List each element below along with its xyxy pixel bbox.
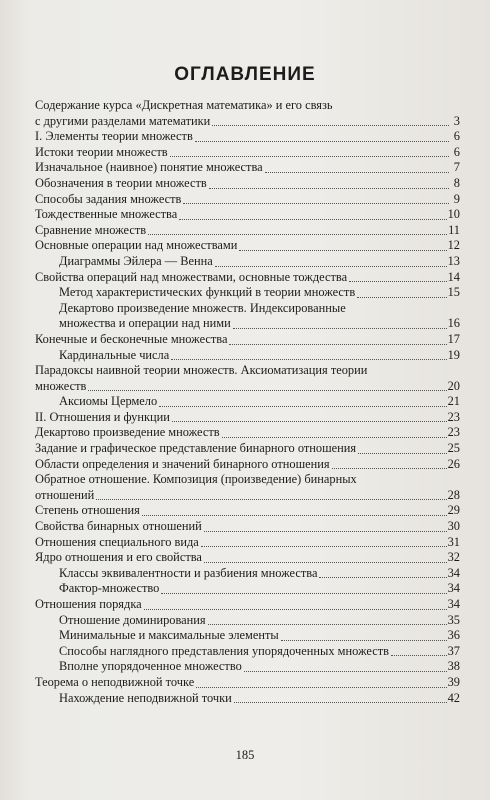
dot-leader xyxy=(201,536,447,547)
toc-entry xyxy=(35,223,460,239)
toc-entry-title: Обозначения в теории множеств xyxy=(35,175,207,190)
toc-entry-row xyxy=(35,613,460,629)
toc-entry-title: Степень отношения xyxy=(35,503,140,518)
toc-entry-row xyxy=(35,348,460,364)
toc-entry-title: Способы наглядного представления упорядоченных множеств xyxy=(59,643,389,658)
toc-entry-title: Вполне упорядоченное множество xyxy=(59,659,242,674)
toc-entry-row xyxy=(35,114,460,130)
toc-entry xyxy=(35,238,460,254)
toc-entry-row xyxy=(35,581,460,597)
toc-entry-title: Задание и графическое представление бинарного отношения xyxy=(35,441,357,456)
toc-entry-title: Аксиомы Цермело xyxy=(59,394,158,409)
toc-entry xyxy=(35,301,460,332)
dot-leader xyxy=(358,443,447,454)
toc-entry-row xyxy=(35,550,460,566)
dot-leader xyxy=(144,599,447,610)
toc-entry-row xyxy=(35,160,460,176)
toc-entry-page: 26 xyxy=(447,456,460,471)
toc-entry-title: множества и операции над ними xyxy=(59,316,231,331)
toc-entry-title: Диаграммы Эйлера — Венна xyxy=(59,253,213,268)
toc-entry-row xyxy=(35,675,460,691)
toc-entry-page: 8 xyxy=(453,175,460,190)
toc-entry-row xyxy=(35,285,460,301)
toc-entry-title: Сравнение множеств xyxy=(35,222,147,237)
toc-entry-row xyxy=(35,628,460,644)
toc-entry-row xyxy=(35,270,460,286)
toc-entry-lead: Декартово произведение множеств. Индексированные xyxy=(59,300,346,315)
toc-entry-page: 9 xyxy=(453,191,460,206)
dot-leader xyxy=(161,583,446,594)
table-of-contents xyxy=(35,98,460,706)
toc-entry-page: 11 xyxy=(448,222,460,237)
toc-entry-title: Свойства бинарных отношений xyxy=(35,519,202,534)
toc-entry xyxy=(35,550,460,566)
toc-entry-title: Изначальное (наивное) понятие множества xyxy=(35,160,263,175)
toc-entry-page: 13 xyxy=(447,253,460,268)
toc-entry-page: 34 xyxy=(447,565,460,580)
toc-entry-row xyxy=(35,441,460,457)
toc-entry-title: Конечные и бесконечные множества xyxy=(35,331,228,346)
toc-entry-page: 29 xyxy=(447,503,460,518)
toc-entry xyxy=(35,441,460,457)
toc-entry-title: Отношения порядка xyxy=(35,597,142,611)
toc-entry-title: Ядро отношения и его свойства xyxy=(35,550,202,565)
toc-entry xyxy=(35,348,460,364)
toc-entry-page: 42 xyxy=(447,690,460,705)
toc-entry-row xyxy=(35,535,460,551)
dot-leader xyxy=(183,193,449,204)
toc-entry-row xyxy=(35,192,460,208)
toc-entry-title: Основные операции над множествами xyxy=(35,238,238,253)
dot-leader xyxy=(204,552,447,563)
dot-leader xyxy=(196,677,446,688)
toc-entry-row xyxy=(35,566,460,582)
toc-entry-page: 10 xyxy=(447,207,460,222)
toc-entry xyxy=(35,332,460,348)
toc-entry-page: 34 xyxy=(447,597,460,611)
toc-entry-row xyxy=(35,394,460,410)
toc-entry-page: 14 xyxy=(447,269,460,284)
dot-leader xyxy=(233,318,447,329)
dot-leader xyxy=(319,567,446,578)
toc-entry-page: 39 xyxy=(447,674,460,689)
dot-leader xyxy=(244,661,447,672)
toc-entry-row xyxy=(35,425,460,441)
toc-entry xyxy=(35,425,460,441)
toc-entry xyxy=(35,519,460,535)
dot-leader xyxy=(171,349,446,360)
toc-entry xyxy=(35,535,460,551)
toc-entry-row xyxy=(35,503,460,519)
dot-leader xyxy=(170,146,449,157)
toc-entry-title: Декартово произведение множеств xyxy=(35,425,220,440)
dot-leader xyxy=(142,505,447,516)
toc-entry-title: Способы задания множеств xyxy=(35,191,182,206)
toc-entry-page: 31 xyxy=(447,534,460,549)
dot-leader xyxy=(208,614,447,625)
toc-entry-title: с другими разделами математики xyxy=(35,113,211,128)
toc-entry xyxy=(35,176,460,192)
dot-leader xyxy=(234,692,447,703)
toc-entry-row xyxy=(35,597,460,613)
dot-leader xyxy=(281,630,447,641)
toc-entry xyxy=(35,472,460,503)
dot-leader xyxy=(88,380,446,391)
dot-leader xyxy=(96,489,446,500)
toc-entry xyxy=(35,613,460,629)
toc-entry xyxy=(35,628,460,644)
toc-entry xyxy=(35,503,460,519)
toc-entry-row xyxy=(35,644,460,660)
toc-entry-row xyxy=(35,332,460,348)
toc-entry xyxy=(35,254,460,270)
toc-entry-page: 28 xyxy=(447,487,460,502)
toc-entry-title: II. Отношения и функции xyxy=(35,409,170,424)
toc-entry xyxy=(35,691,460,707)
toc-entry-page: 36 xyxy=(447,628,460,643)
toc-entry xyxy=(35,285,460,301)
dot-leader xyxy=(349,271,447,282)
toc-entry-title: Метод характеристических функций в теории множеств xyxy=(59,285,356,300)
toc-entry xyxy=(35,192,460,208)
dot-leader xyxy=(212,115,449,126)
toc-entry-row xyxy=(35,254,460,270)
toc-entry-page: 32 xyxy=(447,550,460,565)
toc-entry-title: Фактор-множество xyxy=(59,581,160,596)
toc-entry xyxy=(35,270,460,286)
toc-entry-lead: Содержание курса «Дискретная математика» и его связь xyxy=(35,98,333,112)
toc-entry-row xyxy=(35,238,460,254)
dot-leader xyxy=(332,458,447,469)
toc-entry-title: Минимальные и максимальные элементы xyxy=(59,628,279,643)
toc-entry-row xyxy=(35,207,460,223)
page-title: ОГЛАВЛЕНИЕ xyxy=(174,64,316,85)
page-number: 185 xyxy=(235,748,255,762)
toc-entry-row xyxy=(35,379,460,395)
toc-entry xyxy=(35,207,460,223)
toc-entry-title: I. Элементы теории множеств xyxy=(35,129,193,144)
toc-entry-page: 12 xyxy=(447,238,460,253)
toc-entry-row xyxy=(35,176,460,192)
dot-leader xyxy=(222,427,447,438)
toc-entry-page: 6 xyxy=(453,144,460,159)
dot-leader xyxy=(172,411,447,422)
toc-entry xyxy=(35,394,460,410)
toc-entry-page: 30 xyxy=(447,519,460,534)
toc-entry-page: 23 xyxy=(447,425,460,440)
toc-entry xyxy=(35,363,460,394)
toc-entry-row xyxy=(35,457,460,473)
toc-entry-title: Кардинальные числа xyxy=(59,347,170,362)
toc-entry-page: 19 xyxy=(447,347,460,362)
toc-entry xyxy=(35,145,460,161)
toc-entry-page: 16 xyxy=(447,316,460,331)
toc-entry-title: множеств xyxy=(35,378,87,393)
toc-entry xyxy=(35,675,460,691)
dot-leader xyxy=(159,396,446,407)
toc-entry-title: Отношение доминирования xyxy=(59,612,206,627)
dot-leader xyxy=(229,334,446,345)
toc-entry xyxy=(35,566,460,582)
dot-leader xyxy=(148,224,447,235)
toc-entry xyxy=(35,98,460,129)
toc-entry-title: Теорема о неподвижной точке xyxy=(35,674,195,689)
toc-entry-row xyxy=(35,691,460,707)
toc-entry-row xyxy=(35,488,460,504)
toc-entry-row xyxy=(35,129,460,145)
toc-entry-title: Отношения специального вида xyxy=(35,534,199,549)
toc-entry-row xyxy=(35,519,460,535)
toc-entry-title: Области определения и значений бинарного отношения xyxy=(35,456,330,471)
toc-entry-title: отношений xyxy=(35,487,95,502)
dot-leader xyxy=(204,521,447,532)
dot-leader xyxy=(239,240,446,251)
toc-entry xyxy=(35,644,460,660)
toc-entry-page: 37 xyxy=(447,643,460,658)
toc-entry-title: Классы эквивалентности и разбиения множества xyxy=(59,565,318,580)
toc-entry-page: 23 xyxy=(447,409,460,424)
toc-entry-page: 20 xyxy=(447,378,460,393)
dot-leader xyxy=(215,256,447,267)
toc-entry xyxy=(35,160,460,176)
toc-entry-page: 34 xyxy=(447,581,460,596)
toc-entry-row xyxy=(35,316,460,332)
toc-entry-page: 15 xyxy=(447,285,460,300)
dot-leader xyxy=(391,645,447,656)
toc-entry-page: 21 xyxy=(447,394,460,409)
toc-entry-page: 3 xyxy=(453,113,460,128)
toc-entry-title: Свойства операций над множествами, основные тождества xyxy=(35,269,348,284)
toc-entry-lead: Парадоксы наивной теории множеств. Аксиоматизация теории xyxy=(35,363,368,378)
dot-leader xyxy=(195,131,449,142)
toc-entry-page: 38 xyxy=(447,659,460,674)
toc-entry-lead: Обратное отношение. Композиция (произведение) бинарных xyxy=(35,472,357,487)
toc-entry xyxy=(35,129,460,145)
toc-entry xyxy=(35,659,460,675)
dot-leader xyxy=(265,162,449,173)
toc-entry-page: 17 xyxy=(447,331,460,346)
dot-leader xyxy=(179,209,446,220)
toc-entry-title: Тождественные множества xyxy=(35,207,178,222)
toc-entry-row xyxy=(35,145,460,161)
toc-entry-page: 6 xyxy=(453,129,460,144)
toc-entry-title: Истоки теории множеств xyxy=(35,144,168,159)
toc-entry xyxy=(35,597,460,613)
toc-entry-row xyxy=(35,223,460,239)
toc-entry xyxy=(35,410,460,426)
toc-entry xyxy=(35,457,460,473)
toc-entry-title: Нахождение неподвижной точки xyxy=(59,690,232,705)
toc-entry-row xyxy=(35,410,460,426)
dot-leader xyxy=(357,287,446,298)
toc-entry-page: 35 xyxy=(447,612,460,627)
toc-entry-page: 25 xyxy=(447,441,460,456)
toc-entry-page: 7 xyxy=(453,160,460,175)
toc-entry-row xyxy=(35,659,460,675)
toc-entry xyxy=(35,581,460,597)
dot-leader xyxy=(209,178,449,189)
